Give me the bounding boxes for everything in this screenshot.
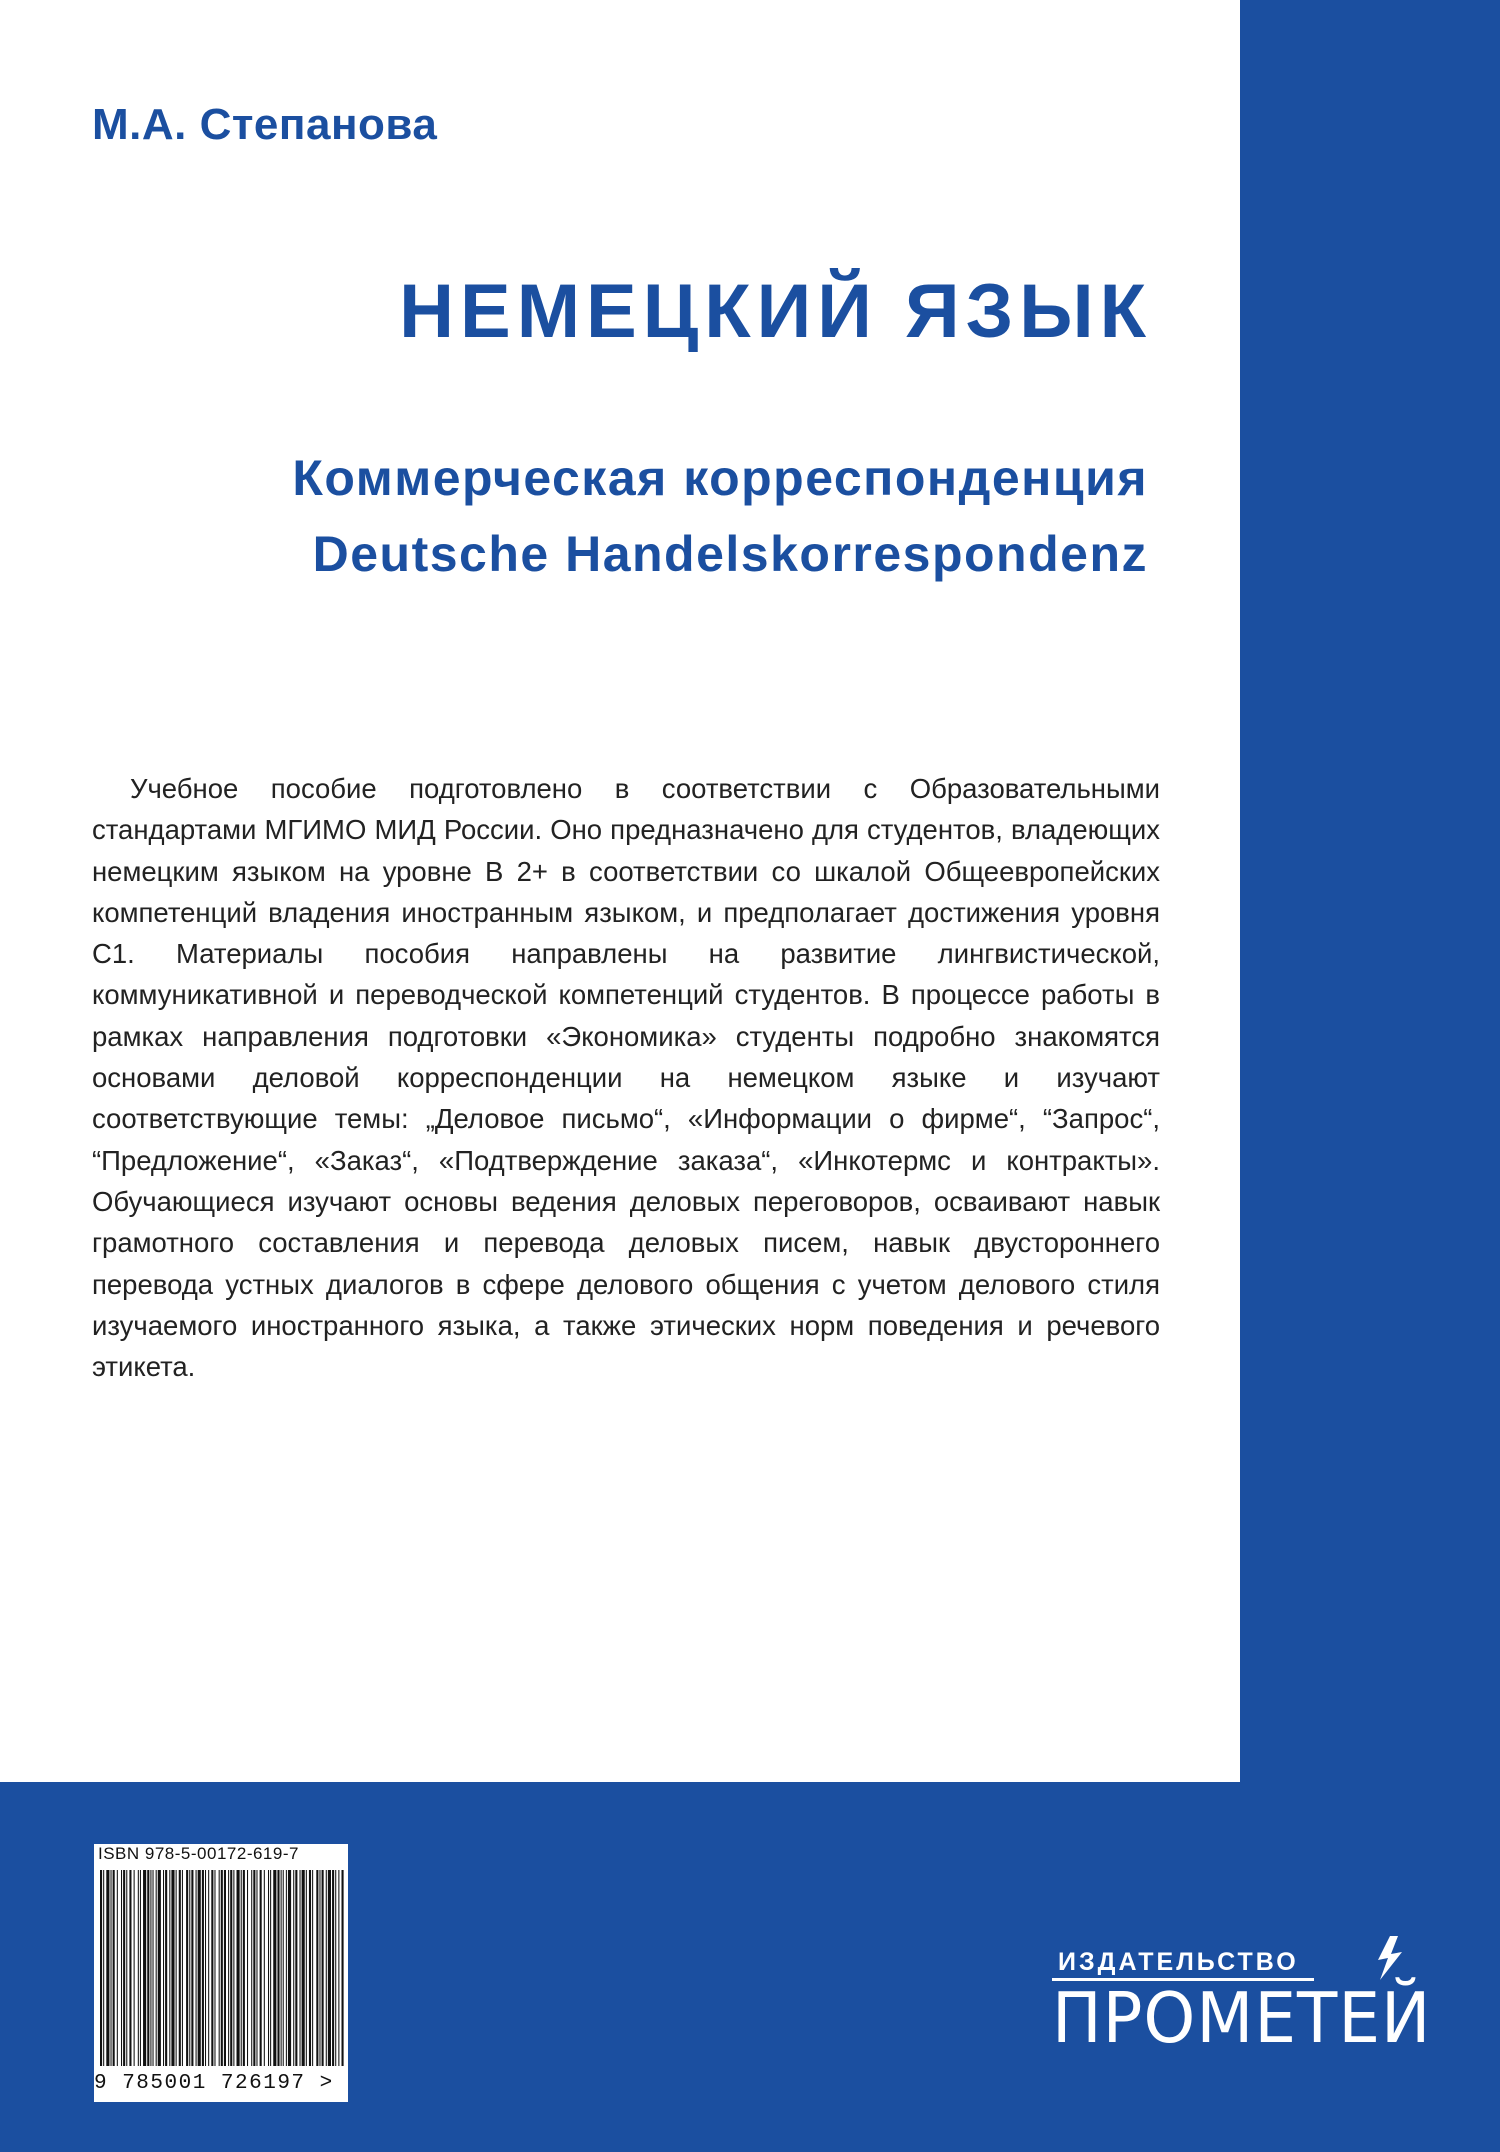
subtitle-russian: Коммерческая корреспонденция	[292, 450, 1148, 506]
isbn-barcode	[94, 1844, 348, 2102]
barcode-bars	[98, 1870, 344, 2066]
book-subtitle	[292, 440, 1148, 592]
author-name: М.А. Степанова	[92, 100, 438, 149]
publisher-label: ИЗДАТЕЛЬСТВО	[1058, 1948, 1299, 1976]
barcode-digits: 9 785001 726197 >	[94, 2072, 334, 2095]
subtitle-german: Deutsche Handelskorrespondenz	[312, 526, 1148, 582]
book-title: НЕМЕЦКИЙ ЯЗЫК	[399, 269, 1152, 354]
isbn-label: ISBN 978-5-00172-619-7	[98, 1844, 299, 1863]
flame-icon	[1368, 1934, 1408, 1982]
annotation-text: Учебное пособие подготовлено в соответствии с Образовательными стандартами МГИМО МИД России. Оно предназначено для студентов, владеющих немецким языком на уровне В 2+ в соответствии со шкалой Общеевропейских компетенций владения иностранным языком, и предполагает достижения уровня С1. Материалы пособия направлены на развитие лингвистической, коммуникативной и переводческой компетенций студентов. В процессе работы в рамках направления подготовки «Экономика» студенты подробно знакомятся основами деловой корреспонденции на немецком языке и изучают соответствующие темы: „Деловое письмо“, «Информации о фирме“, “Запрос“, “Предложение“, «Заказ“, «Подтверждение заказа“, «Инкотермс и контракты». Обучающиеся изучают основы ведения деловых переговоров, осваивают навык грамотного составления и перевода деловых писем, навык двустороннего перевода устных диалогов в сфере делового общения с учетом делового стиля изучаемого иностранного языка, а также этических норм поведения и речевого этикета.	[92, 773, 1160, 1383]
publisher-logo	[1052, 1948, 1432, 2059]
publisher-name: ПРОМЕТЕЙ	[1052, 1978, 1432, 2059]
